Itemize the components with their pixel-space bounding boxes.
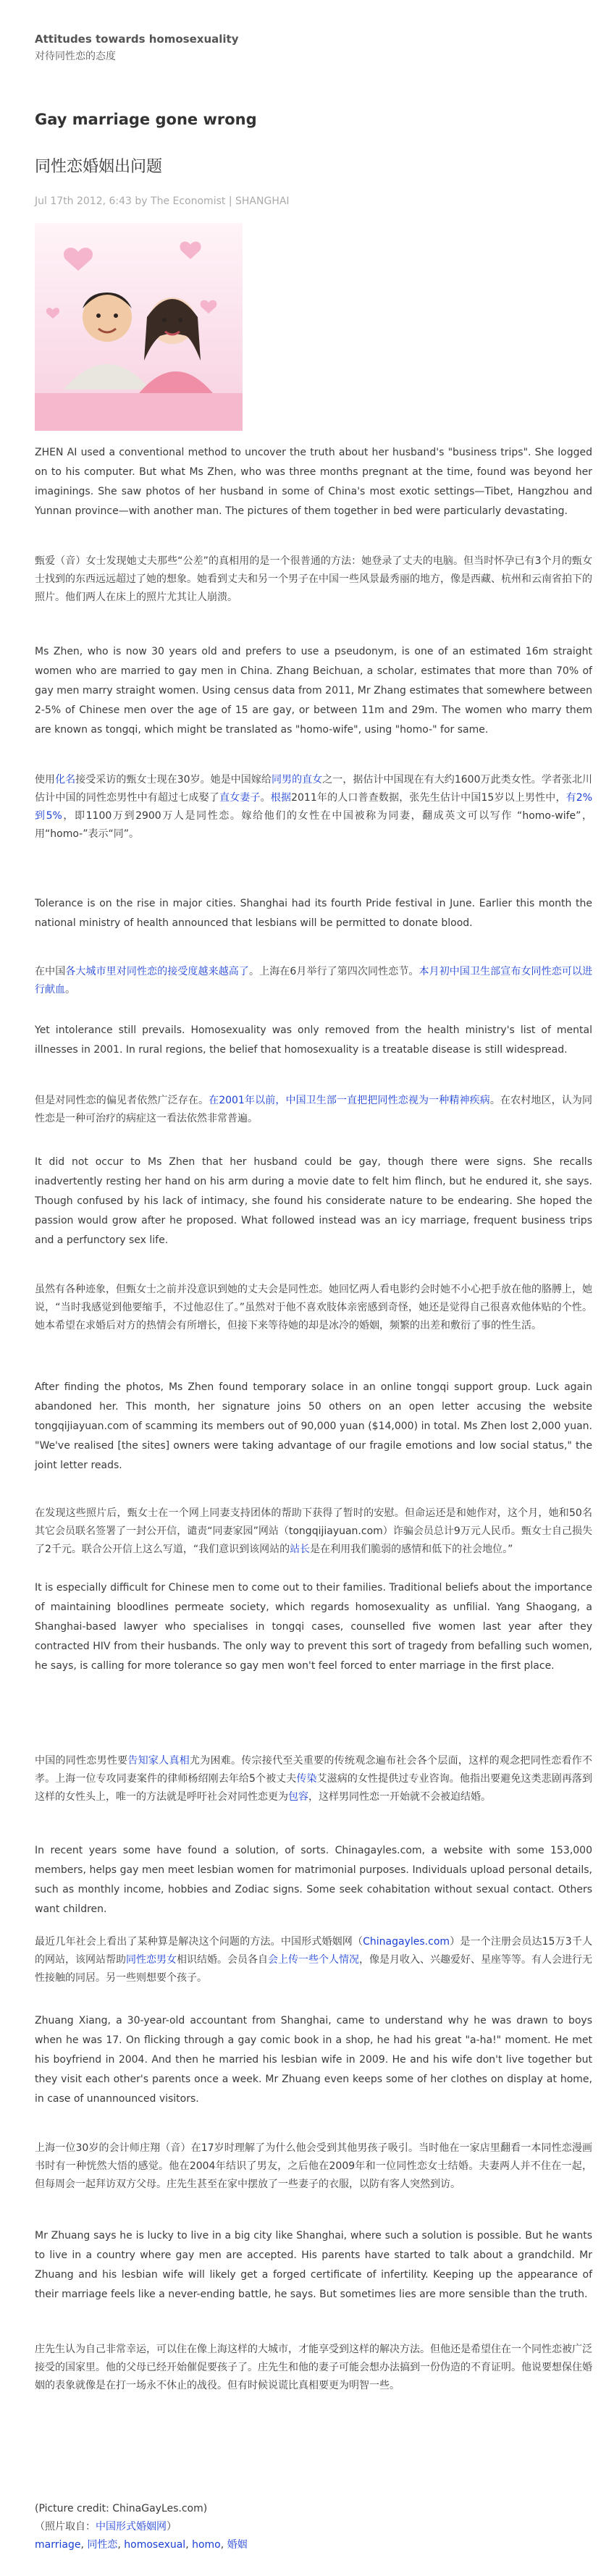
p8-zh-text-a: 最近几年社会上看出了某种算是解决这个问题的方法。中国形式婚姻网（ [35,1936,363,1948]
meta-separator: | [228,195,232,207]
picture-credit: (Picture credit: ChinaGayLes.com) [35,2503,208,2514]
p2-zh-text-d: 。 [260,792,271,804]
paragraph-8-en: In recent years some have found a solution, of sorts. Chinagayles.com, a website with some 153,000 members, helps gay men meet lesbian women for matrimonial purposes. Individuals upload personal details, such as monthly income, hobbies and Zodiac signs. Some seek cohabitation without sexual contact. Others want children. [35,1845,592,1915]
p8-zh-link-chinagayles[interactable]: Chinagayles.com [363,1936,450,1948]
article-location: SHANGHAI [235,195,290,207]
p2-zh-link-according[interactable]: 根据 [270,792,292,804]
picture-credit-zh [35,2518,177,2535]
article-by: by [135,195,148,207]
paragraph-4-zh [35,1092,592,1128]
p8-zh-link-personal-info[interactable]: 会上传一些个人情况 [268,1954,359,1966]
p7-zh-text-b: 尤为困难。传宗接代至关重要的传统观念遍布社会各个层面，这样的观念把同性恋看作不孝。上海一位专攻同妻案件的律师杨绍刚去年给5个被丈夫 [35,1755,593,1785]
paragraph-2-zh [35,771,592,843]
paragraph-4-en: Yet intolerance still prevails. Homosexuality was only removed from the health ministry's list of mental illnesses in 2001. In rural regions, the belief that homosexuality is a treatable disease is still widespread. [35,1024,592,1056]
p7-zh-link-infect[interactable]: 传染 [296,1773,317,1785]
p4-zh-link-mental-illness[interactable]: 在2001年以前，中国卫生部一直把把同性恋视为一种精神疾病 [209,1095,490,1106]
paragraph-2-en: Ms Zhen, who is now 30 years old and prefers to use a pseudonym, is one of an estimated 16m straight women who are married to gay men in China. Zhang Beichuan, a scholar, estimates that more than 70% of gay men marry straight women. Using census data from 2011, Mr Zhang estimates that somewhere between 2-5% of Chinese men over the age of 15 are gay, or between 11m and 29m. The women who marry them are known as tongqi, which might be translated as "homo-wife", using "homo-" for same. [35,646,592,736]
paragraph-1-zh: 甄爱（音）女士发现她丈夫那些“公差”的真相用的是一个很普通的方法：她登录了丈夫的电脑。但当时怀孕已有3个月的甄女士找到的东西远远超过了她的想象。她看到丈夫和另一个男子在中国一些风景最秀丽的地方，像是西藏、杭州和云南省拍下的照片。他们两人在床上的照片尤其让人崩溃。 [35,555,592,603]
article-title-en: Gay marriage gone wrong [35,111,257,128]
couple-photo [35,223,243,431]
p7-zh-link-tolerance[interactable]: 包容 [288,1791,308,1803]
p6-zh-text-b: 是在利用我们脆弱的感情和低下的社会地位。” [310,1544,513,1555]
paragraph-6-en: After finding the photos, Ms Zhen found temporary solace in an online tongqi support group. Luck again abandoned her. This month, her signature joins 50 others on an open letter accusing the website tongqijiayuan.com of scamming its members out of 90,000 yuan ($14,000) in total. Ms Zhen lost 2,000 yuan. "We've realised [the sites] owners were taking advantage of our fragile emotions and low social status," the joint letter reads. [35,1381,592,1471]
tag-separator: , [185,2539,189,2551]
p7-zh-text-d: ，这样男同性恋一开始就不会被迫结婚。 [308,1791,491,1803]
p2-zh-text-b: 接受采访的甄女士现在30岁。她是中国嫁给 [75,774,272,786]
article-date: Jul 17th 2012, 6:43 [35,195,132,207]
paragraph-5-zh: 虽然有各种迹象，但甄女士之前并没意识到她的丈夫会是同性恋。她回忆两人看电影约会时她不小心把手放在他的胳膊上，她说，“当时我感觉到他要缩手，不过他忍住了。”虽然对于他不喜欢肢体亲密感到奇怪，她还是觉得自己很喜欢他体贴的个性。她本希望在求婚后对方的热情会有所增长，但接下来等待她的却是冰冷的婚姻，频繁的出差和敷衍了事的性生活。 [35,1284,592,1331]
p2-zh-link-straight-wife[interactable]: 直女妻子 [219,792,261,804]
p7-zh-text-a: 中国的同性恋男性要 [35,1755,128,1767]
p3-zh-link-acceptance[interactable]: 各大城市里对同性恋的接受度越来越高了 [65,966,249,977]
article-meta [35,195,290,207]
p7-zh-link-tell-family[interactable]: 告知家人真相 [127,1755,190,1767]
p6-zh-link-site-owner[interactable]: 站长 [290,1544,311,1555]
p6-zh-text-a: 在发现这些照片后，甄女士在一个网上同妻支持团体的帮助下获得了暂时的安慰。但命运还是和她作对，这个月，她和50名其它会员联名签署了一封公开信，谴责“同妻家园”网站（tongqijiayuan.com）诈骗会员总计9万元人民币。甄女士自己损失了2千元。联合公开信上这么写道，“我们意识到该网站的 [35,1507,592,1555]
p3-zh-link-blood-donation[interactable]: 本月初中国卫生部宣布女同性恋可以进行献血 [35,966,593,996]
p3-zh-text-c: 。 [65,984,75,996]
article-title-zh: 同性恋婚姻出问题 [35,158,163,176]
paragraph-10-en: Mr Zhuang says he is lucky to live in a big city like Shanghai, where such a solution is possible. But he wants to live in a country where gay men are accepted. His parents have started to talk about a grandchild. Mr Zhuang and his lesbian wife will likely get a forged certificate of infertility. Keeping up the appearance of their marriage feels like a never-ending battle, he says. But sometimes lies are more sensible than the truth. [35,2230,592,2300]
tag-homosexual[interactable]: homosexual [124,2539,186,2551]
paragraph-9-zh: 上海一位30岁的会计师庄翔（音）在17岁时理解了为什么他会受到其他男孩子吸引。当时他在一家店里翻看一本同性恋漫画书时有一种恍然大悟的感觉。他在2004年结识了男友，之后他在2009年和一位同性恋女士结婚。夫妻两人并不住在一起，但每周会一起拜访双方父母。庄先生甚至在家中摆放了一些妻子的衣服，以防有客人突然到访。 [35,2142,592,2190]
credit-zh-text-a: （照片取自： [35,2521,96,2533]
tag-list [35,2536,248,2554]
couple-photo-illustration [35,223,243,431]
p8-zh-link-gay-men-women[interactable]: 同性恋男女 [126,1954,177,1966]
paragraph-8-zh [35,1933,592,1987]
paragraph-10-zh: 庄先生认为自己非常幸运，可以住在像上海这样的大城市，才能享受到这样的解决方法。但他还是希望住在一个同性恋被广泛接受的国家里。他的父母已经开始催促要孩子了。庄先生和他的妻子可能会想办法搞到一份伪造的不育证明。他说要想保住婚姻的表象就像是在打一场永不休止的战役。但有时候说谎比真相要更为明智一些。 [35,2344,592,2391]
section-title-zh: 对待同性恋的态度 [35,51,116,62]
credit-zh-text-b: ） [167,2521,177,2533]
paragraph-7-zh [35,1752,592,1806]
p2-zh-text-a: 使用 [35,774,56,786]
article-source: The Economist [151,195,226,207]
p7-zh-text-c: 艾滋病的女性提供过专业咨询。他指出要避免这类悲剧再落到这样的女性头上，唯一的方法就是呼吁社会对同性恋更为 [35,1773,593,1803]
p2-zh-text-e: 2011年的人口普查数据，张先生估计中国15岁以上男性中， [291,792,566,804]
p2-zh-text-f: ，即1100万到2900万人是同性恋。嫁给他们的女性在中国被称为同妻，翻成英文可以写作 “homo-wife”，用“homo-”表示“同”。 [35,810,593,840]
p8-zh-text-c: 相识结婚。会员各自 [177,1954,268,1966]
p4-zh-text-b: 。在农村地区，认为同性恋是一种可治疗的病症这一看法依然非常普遍。 [35,1095,592,1124]
tag-hunyin[interactable]: 婚姻 [227,2539,248,2551]
paragraph-3-zh [35,963,592,999]
tag-tongxinglian[interactable]: 同性恋 [87,2539,118,2551]
p3-zh-text-b: 。上海在6月举行了第四次同性恋节。 [249,966,419,977]
paragraph-7-en: It is especially difficult for Chinese men to come out to their families. Traditional beliefs about the importance of maintaining bloodlines permeate society, which regards homosexuality as unfilial. Yang Shaogang, a Shanghai-based lawyer who specialises in tongqi cases, counselled five women last year after they contracted HIV from their husbands. The only way to prevent this sort of tragedy from befalling such women, he says, is calling for more tolerance so gay men won't feel forced to enter marriage in the first place. [35,1582,592,1672]
paragraph-3-en: Tolerance is on the rise in major cities. Shanghai had its fourth Pride festival in June. Earlier this month the national ministry of health announced that lesbians will be permitted to donate blood. [35,898,592,929]
tag-marriage[interactable]: marriage [35,2539,81,2551]
tag-separator: , [80,2539,84,2551]
p8-zh-text-d: ，像是月收入、兴趣爱好、星座等等。有人会进行无性接触的同居。另一些则想要个孩子。 [35,1954,592,1984]
p4-zh-text-a: 但是对同性恋的偏见者依然广泛存在。 [35,1095,209,1106]
p8-zh-text-b: ）是一个注册会员达15万3千人的网站，该网站帮助 [35,1936,592,1966]
p3-zh-text-a: 在中国 [35,966,66,977]
p2-zh-text-c: 之一，据估计中国现在有大约1600万此类女性。学者张北川估计中国的同性恋男性中有超过七成娶了 [35,774,593,804]
p2-zh-link-pseudonym[interactable]: 化名 [55,774,76,786]
credit-zh-link[interactable]: 中国形式婚姻网 [96,2521,167,2533]
paragraph-1-en: ZHEN AI used a conventional method to uncover the truth about her husband's "business trips". She logged on to his computer. But what Ms Zhen, who was three months pregnant at the time, found was beyond her imaginings. She saw photos of her husband in some of China's most exotic settings—Tibet, Hangzhou and Yunnan province—with another man. The pictures of them together in bed were particularly devastating. [35,447,592,517]
paragraph-6-zh [35,1504,592,1559]
section-title-en: Attitudes towards homosexuality [35,33,239,46]
paragraph-9-en: Zhuang Xiang, a 30-year-old accountant from Shanghai, came to understand why he was drawn to boys when he was 17. On flicking through a gay comic book in a shop, he had his great "a-ha!" moment. He met his boyfriend in 2004. And then he married his lesbian wife in 2009. He and his wife don't live together but they visit each other's parents once a week. Mr Zhuang even keeps some of her clothes on display at home, in case of unannounced visitors. [35,2015,592,2105]
tag-separator: , [117,2539,121,2551]
tag-homo[interactable]: homo [192,2539,221,2551]
p2-zh-link-percent[interactable]: 有2%到5% [35,792,593,822]
paragraph-5-en: It did not occur to Ms Zhen that her husband could be gay, though there were signs. She recalls inadvertently resting her hand on his arm during a movie date to felt him flinch, but he endured it, she says. Though confused by his lack of intimacy, she found his considerate nature to be endearing. She hoped the passion would grow after he proposed. What followed instead was an icy marriage, frequent business trips and a perfunctory sex life. [35,1156,592,1246]
tag-separator: , [220,2539,224,2551]
p2-zh-link-gay-husband[interactable]: 同男的直女 [271,774,323,786]
